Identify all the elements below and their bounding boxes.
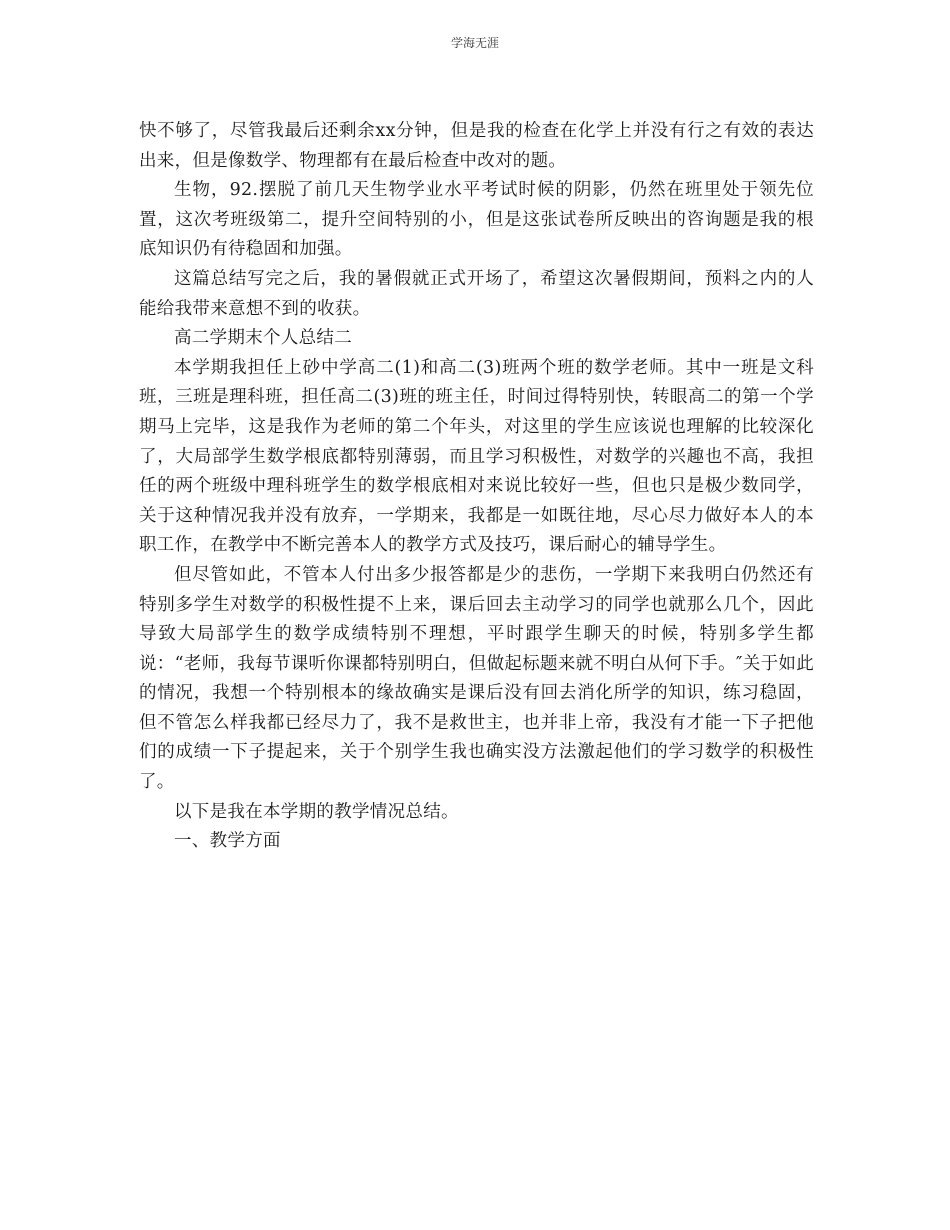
paragraph-chemistry-check: 快不够了，尽管我最后还剩余xx分钟，但是我的检查在化学上并没有行之有效的表达出来，但是像数学、物理都有在最后检查中改对的题。 — [139, 121, 814, 171]
paragraph-summary-lead: 以下是我在本学期的教学情况总结。 — [174, 801, 459, 822]
paragraph-student-motivation: 但尽管如此，不管本人付出多少报答都是少的悲伤，一学期下来我明白仍然还有特别多学生对数学的积极性提不上来，课后回去主动学习的同学也就那么几个，因此导致大局部学生的数学成绩特别不理想，平时跟学生聊天的时候，特别多学生都说：“老师，我每节课听你课都特别明白，但做起标题来就不明白从何下手。″关于如此的情况，我想一个特别根本的缘故确实是课后没有回去消化所学的知识，练习稳固，但不管怎么样我都已经尽力了，我不是救世主，也并非上帝，我没有才能一下子把他们的成绩一下子提起来，关于个别学生我也确实没方法激起他们的学习数学的积极性了。 — [139, 564, 814, 793]
document-body — [139, 117, 814, 857]
paragraph-teaching-intro: 本学期我担任上砂中学高二(1)和高二(3)班两个班的数学老师。其中一班是文科班，三班是理科班，担任高二(3)班的班主任，时间过得特别快，转眼高二的第一个学期马上完毕，这是我作为老师的第二个年头，对这里的学生应该说也理解的比较深化了，大局部学生数学根底都特别薄弱，而且学习积极性，对数学的兴趣也不高，我担任的两个班级中理科班学生的数学根底相对来说比较好一些，但也只是极少数同学，关于这种情况我并没有放弃，一学期来，我都是一如既往地，尽心尽力做好本人的本职工作，在教学中不断完善本人的教学方式及技巧，课后耐心的辅导学生。 — [139, 357, 814, 556]
paragraph-biology: 生物，92.摆脱了前几天生物学业水平考试时候的阴影，仍然在班里处于领先位置，这次考班级第二，提升空间特别的小，但是这张试卷所反映出的咨询题是我的根底知识仍有待稳固和加强。 — [139, 180, 814, 260]
section-heading-teaching: 一、教学方面 — [174, 831, 281, 852]
section-title-summary-two: 高二学期末个人总结二 — [174, 328, 352, 349]
page-header: 学海无涯 — [450, 36, 499, 50]
paragraph-summer-vacation: 这篇总结写完之后，我的暑假就正式开场了，希望这次暑假期间，预料之内的人能给我带来意想不到的收获。 — [139, 268, 814, 319]
